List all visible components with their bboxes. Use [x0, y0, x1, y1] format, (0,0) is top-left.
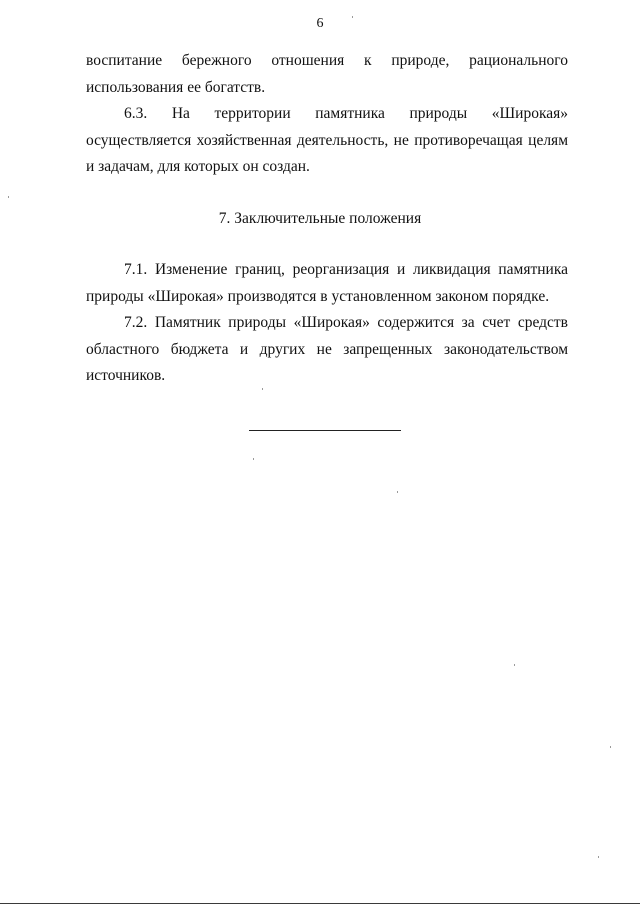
paragraph-7-1: 7.1. Изменение границ, реорганизация и ликвидация памятника природы «Широкая» производятся в установленном законом порядке. — [86, 261, 568, 305]
text-block-section — [86, 257, 568, 390]
scan-speck — [598, 856, 599, 858]
paragraph-continuation-line2: использования ее богатств. — [86, 78, 266, 96]
scan-speck — [514, 664, 515, 666]
section-title: 7. Заключительные положения — [218, 210, 422, 227]
paragraph-continuation-line1: воспитание бережного отношения к природе, рационального — [86, 52, 568, 69]
scan-bottom-edge — [0, 903, 640, 904]
text-block-top — [86, 48, 568, 181]
scan-speck — [352, 16, 353, 18]
scan-speck — [8, 196, 9, 198]
page-number: 6 — [316, 16, 324, 31]
end-of-document-rule — [249, 430, 401, 431]
scan-speck — [262, 388, 263, 390]
scan-speck — [397, 491, 398, 493]
scan-speck — [253, 458, 254, 460]
paragraph-6-3: 6.3. На территории памятника природы «Широкая» осуществляется хозяйственная деятельность, не противоречащая целям и задачам, для которых он создан. — [86, 105, 568, 175]
paragraph-7-2: 7.2. Памятник природы «Широкая» содержится за счет средств областного бюджета и других не запрещенных законодательством источников. — [86, 314, 568, 384]
scan-speck — [610, 746, 611, 748]
